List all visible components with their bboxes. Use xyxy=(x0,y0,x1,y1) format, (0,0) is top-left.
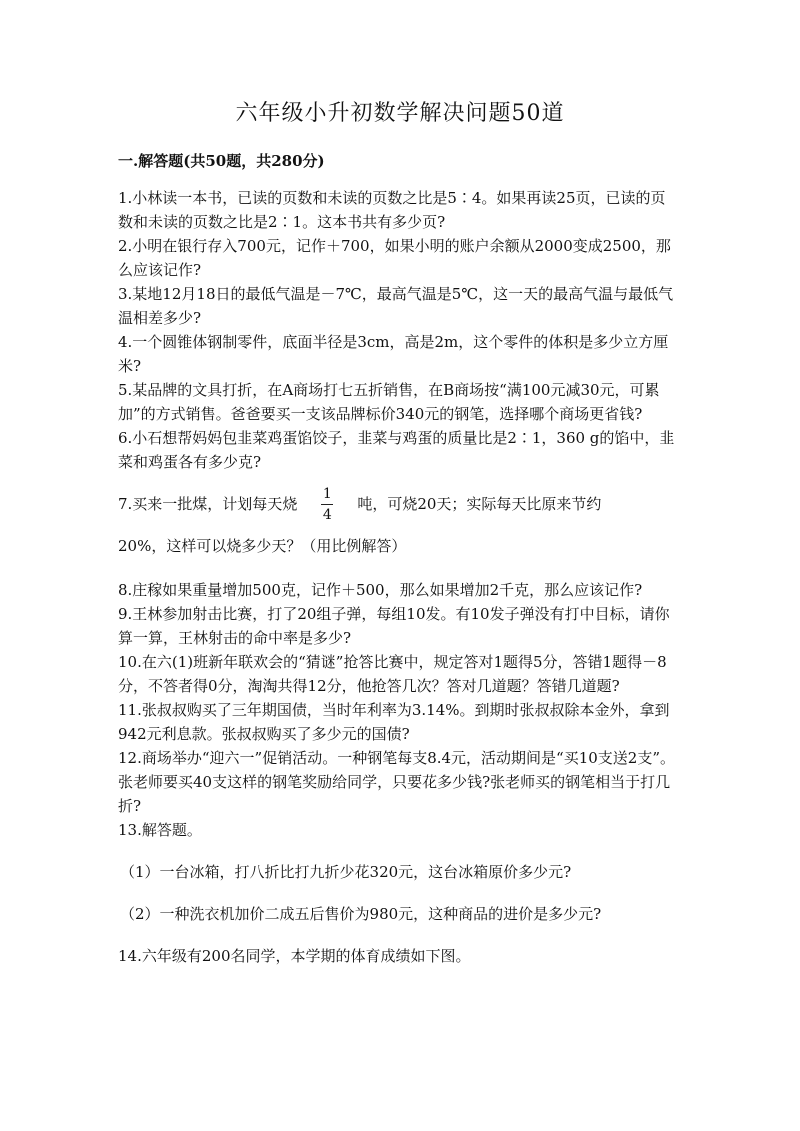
question-13-part-2: （2）一种洗衣机加价二成五后售价为980元，这种商品的进价是多少元? xyxy=(120,905,602,923)
question-5: 5.某品牌的文具打折，在A商场打七五折销售，在B商场按“满100元减30元，可累加”的方式销售。爸爸要买一支该品牌标价340元的钢笔，选择哪个商场更省钱? xyxy=(118,381,660,423)
question-7-text-before: 7.买来一批煤，计划每天烧 xyxy=(118,495,298,513)
question-7 xyxy=(118,482,678,526)
question-1: 1.小林读一本书，已读的页数和未读的页数之比是5∶4。如果再读25页，已读的页数和未读的页数之比是2∶1。这本书共有多少页? xyxy=(118,189,666,231)
fraction-numerator: 1 xyxy=(322,485,332,502)
question-13: 13.解答题。 xyxy=(118,821,202,839)
fraction-bar xyxy=(321,504,333,505)
question-7-line-2: 20%，这样可以烧多少天？（用比例解答） xyxy=(118,537,407,555)
section-heading: 一.解答题(共50题，共280分) xyxy=(118,152,325,170)
question-3: 3.某地12月18日的最低气温是－7℃，最高气温是5℃，这一天的最高气温与最低气温相差多少? xyxy=(118,285,674,327)
question-8: 8.庄稼如果重量增加500克，记作＋500，那么如果增加2千克，那么应该记作? xyxy=(118,581,643,599)
spacer xyxy=(118,926,678,944)
fraction xyxy=(321,486,333,523)
spacer xyxy=(118,558,678,578)
question-4: 4.一个圆锥体钢制零件，底面半径是3cm，高是2m，这个零件的体积是多少立方厘米? xyxy=(118,333,669,375)
question-list xyxy=(118,186,678,968)
spacer xyxy=(118,884,678,902)
fraction-denominator: 4 xyxy=(322,506,332,523)
question-12: 12.商场举办“迎六一”促销活动。一种钢笔每支8.4元，活动期间是“买10支送2支”。张老师要买40支这样的钢笔奖励给同学，只要花多少钱?张老师买的钢笔相当于打几折? xyxy=(118,749,676,815)
question-10: 10.在六(1)班新年联欢会的“猜谜”抢答比赛中，规定答对1题得5分，答错1题得－8分，不答者得0分，淘淘共得12分，他抢答几次？答对几道题？答错几道题? xyxy=(118,653,667,695)
question-11: 11.张叔叔购买了三年期国债，当时年利率为3.14%。到期时张叔叔除本金外，拿到942元利息款。张叔叔购买了多少元的国债? xyxy=(118,701,670,743)
question-13-part-1: （1）一台冰箱，打八折比打九折少花320元，这台冰箱原价多少元? xyxy=(120,863,572,881)
question-14: 14.六年级有200名同学，本学期的体育成绩如下图。 xyxy=(118,947,471,965)
page-title: 六年级小升初数学解决问题50道 xyxy=(235,101,565,126)
spacer xyxy=(118,842,678,860)
question-6: 6.小石想帮妈妈包韭菜鸡蛋馅饺子，韭菜与鸡蛋的质量比是2∶1，360 g的馅中，韭菜和鸡蛋各有多少克? xyxy=(118,429,675,471)
question-9: 9.王林参加射击比赛，打了20组子弹，每组10发。有10发子弹没有打中目标，请你算一算，王林射击的命中率是多少? xyxy=(118,605,670,647)
question-2: 2.小明在银行存入700元，记作＋700，如果小明的账户余额从2000变成2500，那么应该记作? xyxy=(118,237,671,279)
question-7-text-after: 吨，可烧20天；实际每天比原来节约 xyxy=(357,495,602,513)
